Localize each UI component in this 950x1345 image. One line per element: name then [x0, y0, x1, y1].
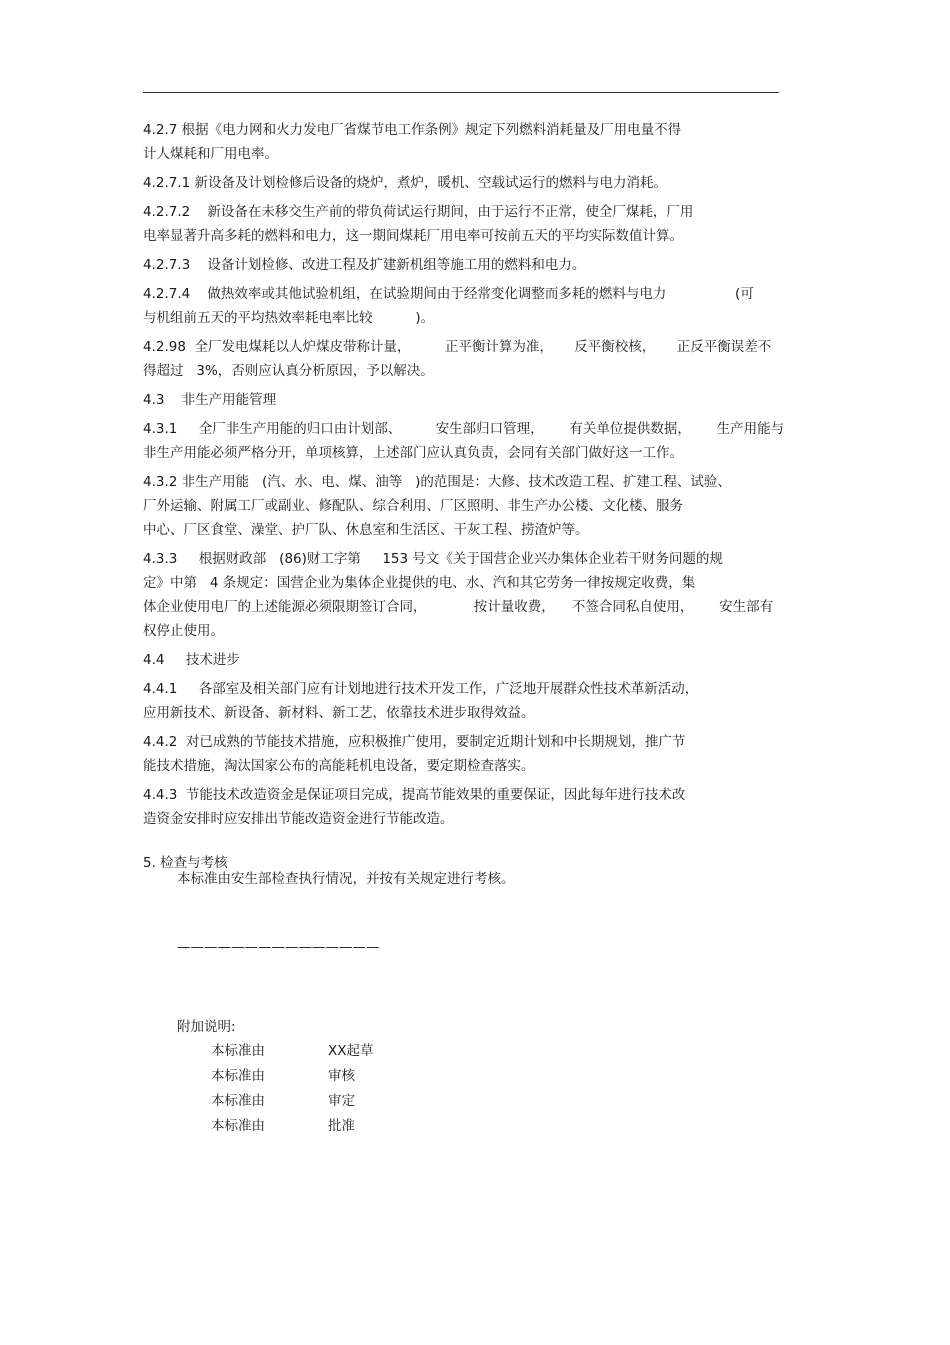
text-line: 权停止使用。: [143, 623, 224, 639]
spacer: [143, 836, 803, 850]
text-line: 得超过 3%，否则应认真分析原因，予以解决。: [143, 363, 434, 379]
text-line: 4.2.7.1 新设备及计划检修后设备的烧炉，煮炉，暖机、空载试运行的燃料与电力消耗。: [143, 175, 668, 191]
section-5-body: 本标准由安生部检查执行情况，并按有关规定进行考核。: [177, 871, 515, 887]
appendix-row-value: 审核: [328, 1068, 355, 1084]
appendix-row: [211, 1089, 374, 1114]
document-body: [143, 118, 803, 876]
paragraph-4-2-7-2: [143, 200, 803, 248]
text-line: 4.2.98 全厂发电煤耗以人炉煤皮带称计量， 正平衡计算为准， 反平衡校核， 正反平衡误差不: [143, 339, 772, 355]
paragraph-4-4-2: [143, 730, 803, 778]
text-line: 非生产用能必须严格分开，单项核算，上述部门应认真负责，会同有关部门做好这一工作。: [143, 445, 683, 461]
text-line: 4.2.7.3 设备计划检修、改进工程及扩建新机组等施工用的燃料和电力。: [143, 257, 586, 273]
paragraph-4-2-7-4: [143, 282, 803, 330]
paragraph-4-2-98: [143, 335, 803, 383]
text-line: 4.2.7.2 新设备在未移交生产前的带负荷试运行期间，由于运行不正常，使全厂煤耗，厂用: [143, 204, 694, 220]
section-heading: 4.3 非生产用能管理: [143, 392, 277, 408]
text-line: 4.2.7 根据《电力网和火力发电厂省煤节电工作条例》规定下列燃料消耗量及厂用电量不得: [143, 122, 682, 138]
paragraph-4-3-2: [143, 470, 803, 542]
text-line: 4.3.3 根据财政部 (86)财工字第 153 号文《关于国营企业兴办集体企业若干财务问题的规: [143, 551, 723, 567]
text-line: 计人煤耗和厂用电率。: [143, 146, 278, 162]
appendix-row-value: XX起草: [328, 1043, 374, 1059]
text-line: 4.2.7.4 做热效率或其他试验机组，在试验期间由于经常变化调整而多耗的燃料与电力 (可: [143, 286, 754, 302]
section-5-title: 5. 检查与考核: [143, 855, 228, 871]
appendix-row-label: 本标准由: [211, 1093, 265, 1109]
paragraph-4-4-1: [143, 677, 803, 725]
appendix-title: 附加说明:: [177, 1019, 236, 1035]
text-line: 造资金安排时应安排出节能改造资金进行节能改造。: [143, 811, 454, 827]
section-heading: 4.4 技术进步: [143, 652, 240, 668]
paragraph-4-3-3: [143, 547, 803, 643]
text-line: 4.4.3 节能技术改造资金是保证项目完成，提高节能效果的重要保证，因此每年进行技术改: [143, 787, 686, 803]
text-line: 4.4.2 对已成熟的节能技术措施，应积极推广使用，要制定近期计划和中长期规划，推广节: [143, 734, 686, 750]
appendix-notes: [177, 1015, 374, 1139]
appendix-row: [211, 1114, 374, 1139]
appendix-row-label: 本标准由: [211, 1068, 265, 1084]
paragraph-4-3-1: [143, 417, 803, 465]
appendix-row-label: 本标准由: [211, 1118, 265, 1134]
text-line: 厂外运输、附属工厂或副业、修配队、综合利用、厂区照明、非生产办公楼、文化楼、服务: [143, 498, 683, 514]
text-line: 能技术措施，淘汰国家公布的高能耗机电设备，要定期检查落实。: [143, 758, 535, 774]
text-line: 与机组前五天的平均热效率耗电率比较 )。: [143, 310, 435, 326]
appendix-row-value: 审定: [328, 1093, 355, 1109]
text-line: 4.3.1 全厂非生产用能的归口由计划部、 安生部归口管理， 有关单位提供数据， 生产用能与: [143, 421, 785, 437]
separator-dashes: ———————————————: [177, 939, 380, 955]
paragraph-4-2-7-3: [143, 253, 803, 277]
appendix-row-label: 本标准由: [211, 1043, 265, 1059]
appendix-row: [211, 1064, 374, 1089]
paragraph-4-4-3: [143, 783, 803, 831]
text-line: 4.4.1 各部室及相关部门应有计划地进行技术开发工作，广泛地开展群众性技术革新活动，: [143, 681, 699, 697]
appendix-row: [211, 1039, 374, 1064]
text-line: 应用新技术、新设备、新材料、新工艺，依靠技术进步取得效益。: [143, 705, 535, 721]
text-line: 中心、厂区食堂、澡堂、护厂队、休息室和生活区、干灰工程、捞渣炉等。: [143, 522, 589, 538]
text-line: 4.3.2 非生产用能 (汽、水、电、煤、油等 )的范围是：大修、技术改造工程、扩建工程、试验、: [143, 474, 731, 490]
header-rule: [143, 92, 779, 93]
text-line: 电率显著升高多耗的燃料和电力，这一期间煤耗厂用电率可按前五天的平均实际数值计算。: [143, 228, 683, 244]
paragraph-4-2-7-1: [143, 171, 803, 195]
heading-4-4: [143, 648, 803, 672]
heading-4-3: [143, 388, 803, 412]
appendix-row-value: 批准: [328, 1118, 355, 1134]
paragraph-4-2-7: [143, 118, 803, 166]
text-line: 体企业使用电厂的上述能源必须限期签订合同， 按计量收费， 不签合同私自使用， 安生部有: [143, 599, 774, 615]
text-line: 定》中第 4 条规定：国营企业为集体企业提供的电、水、汽和其它劳务一律按规定收费，集: [143, 575, 696, 591]
